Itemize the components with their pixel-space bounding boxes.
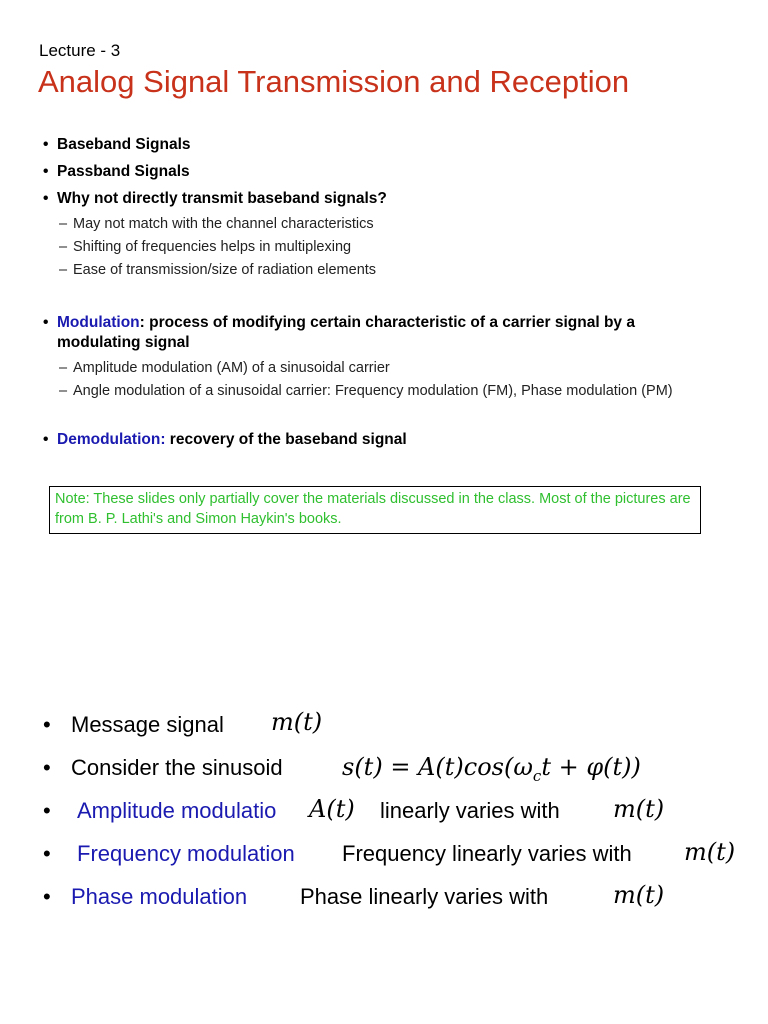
- bullet-text: Why not directly transmit baseband signals?: [57, 190, 387, 207]
- bullet-text: Baseband Signals: [57, 136, 191, 153]
- modulation-sub-text: Amplitude modulation (AM) of a sinusoidal carrier: [73, 360, 390, 376]
- am-math: A(t): [309, 795, 355, 823]
- demodulation-term: Demodulation:: [57, 431, 166, 448]
- note-box: Note: These slides only partially cover the materials discussed in the class. Most of the pictures are from B. P. Lathi's and Simon Haykin's books.: [49, 486, 701, 534]
- fm-label: Frequency modulation: [77, 841, 295, 866]
- dash-mark: –: [59, 360, 68, 376]
- bullet-text: Passband Signals: [57, 163, 190, 180]
- bullet-why: [43, 190, 387, 208]
- bullet-dot: •: [43, 431, 49, 448]
- bullet-dot: •: [43, 163, 49, 180]
- sinusoid-label: Consider the sinusoid: [71, 755, 283, 780]
- bullet-message-signal: [43, 712, 224, 738]
- sinusoid-subscript: c: [532, 766, 542, 785]
- bullet-dot: •: [43, 755, 51, 780]
- bullet-modulation: [43, 314, 635, 332]
- reason-item: [59, 239, 351, 255]
- reason-text: May not match with the channel characteristics: [73, 216, 374, 232]
- sinusoid-formula-end: t + φ(t)): [541, 753, 641, 781]
- page-title: Analog Signal Transmission and Reception: [38, 64, 630, 99]
- pm-text: Phase linearly varies with: [300, 884, 549, 909]
- bullet-dot: •: [43, 314, 49, 331]
- reason-text: Ease of transmission/size of radiation elements: [73, 262, 377, 278]
- lecture-label: Lecture - 3: [39, 41, 121, 60]
- sinusoid-formula: s(t) = A(t)cos(ω: [342, 753, 533, 781]
- message-math: m(t): [271, 708, 323, 736]
- bullet-dot: •: [43, 136, 49, 153]
- modulation-definition: : process of modifying certain characteristic of a carrier signal by a: [139, 314, 635, 331]
- bullet-dot: •: [43, 884, 51, 909]
- bullet-dot: •: [43, 712, 51, 737]
- bullet-dot: •: [43, 190, 49, 207]
- bullet-passband: [43, 163, 190, 181]
- reason-item: [59, 262, 376, 278]
- reason-item: [59, 216, 374, 232]
- modulation-sub-item: [59, 383, 673, 399]
- dash-mark: –: [59, 239, 68, 255]
- modulation-definition-cont: modulating signal: [57, 334, 190, 351]
- fm-math: m(t): [684, 838, 736, 866]
- sinusoid-math: [342, 753, 641, 785]
- modulation-sub-text: Angle modulation of a sinusoidal carrier: Frequency modulation (FM), Phase modulation (PM): [73, 383, 673, 399]
- bullet-pm: [43, 884, 247, 910]
- bullet-dot: •: [43, 798, 51, 823]
- am-math2: m(t): [613, 795, 665, 823]
- fm-text: Frequency linearly varies with: [342, 841, 632, 866]
- bullet-dot: •: [43, 841, 51, 866]
- bullet-fm: [43, 841, 295, 867]
- dash-mark: –: [59, 216, 68, 232]
- message-label: Message signal: [71, 712, 224, 737]
- reason-text: Shifting of frequencies helps in multiplexing: [73, 239, 352, 255]
- dash-mark: –: [59, 383, 68, 399]
- bullet-am: [43, 798, 276, 824]
- bullet-baseband: [43, 136, 191, 154]
- modulation-term: Modulation: [57, 314, 140, 331]
- modulation-sub-item: [59, 360, 390, 376]
- bullet-demodulation: [43, 431, 407, 449]
- bullet-sinusoid: [43, 755, 283, 781]
- am-label: Amplitude modulatio: [77, 798, 277, 823]
- am-text: linearly varies with: [380, 798, 560, 823]
- demodulation-definition: recovery of the baseband signal: [165, 431, 407, 448]
- pm-label: Phase modulation: [71, 884, 248, 909]
- dash-mark: –: [59, 262, 68, 278]
- pm-math: m(t): [613, 881, 665, 909]
